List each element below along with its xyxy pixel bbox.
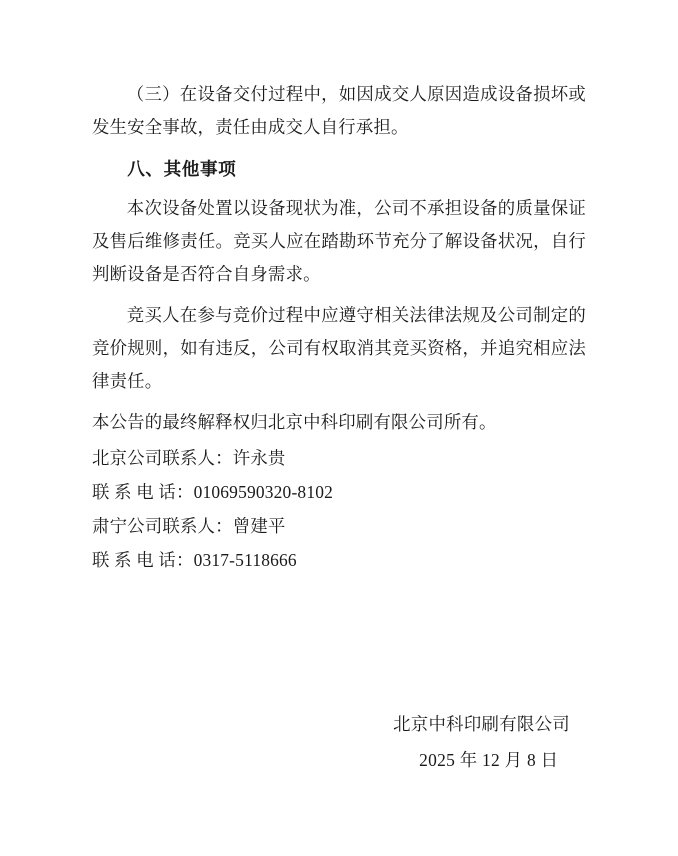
contact-line-beijing-phone: 联 系 电 话：01069590320-8102 — [92, 482, 334, 502]
body-paragraph-2: 竞买人在参与竞价过程中应遵守相关法律法规及公司制定的竞价规则，如有违反，公司有权取消其竞买资格，并追究相应法律责任。 — [92, 305, 586, 391]
body-paragraph-1: 本次设备处置以设备现状为准，公司不承担设备的质量保证及售后维修责任。竞买人应在踏勘环节充分了解设备状况，自行判断设备是否符合自身需求。 — [92, 198, 586, 284]
contact-line-suning-phone: 联 系 电 话：0317-5118666 — [92, 550, 297, 570]
spacer — [92, 577, 586, 603]
contact-line-suning-person: 肃宁公司联系人：曾建平 — [92, 516, 286, 536]
section-heading-other-matters: 八、其他事项 — [127, 159, 237, 179]
signature-block — [393, 706, 570, 778]
signature-date: 2025 年 12 月 8 日 — [419, 750, 559, 770]
clause-three-paragraph: （三）在设备交付过程中，如因成交人原因造成设备损坏或发生安全事故，责任由成交人自行承担。 — [92, 84, 586, 137]
body-paragraph-3: 本公告的最终解释权归北京中科印刷有限公司所有。 — [92, 412, 497, 432]
signature-company: 北京中科印刷有限公司 — [393, 714, 570, 734]
contact-line-beijing-person: 北京公司联系人：许永贵 — [92, 448, 286, 468]
